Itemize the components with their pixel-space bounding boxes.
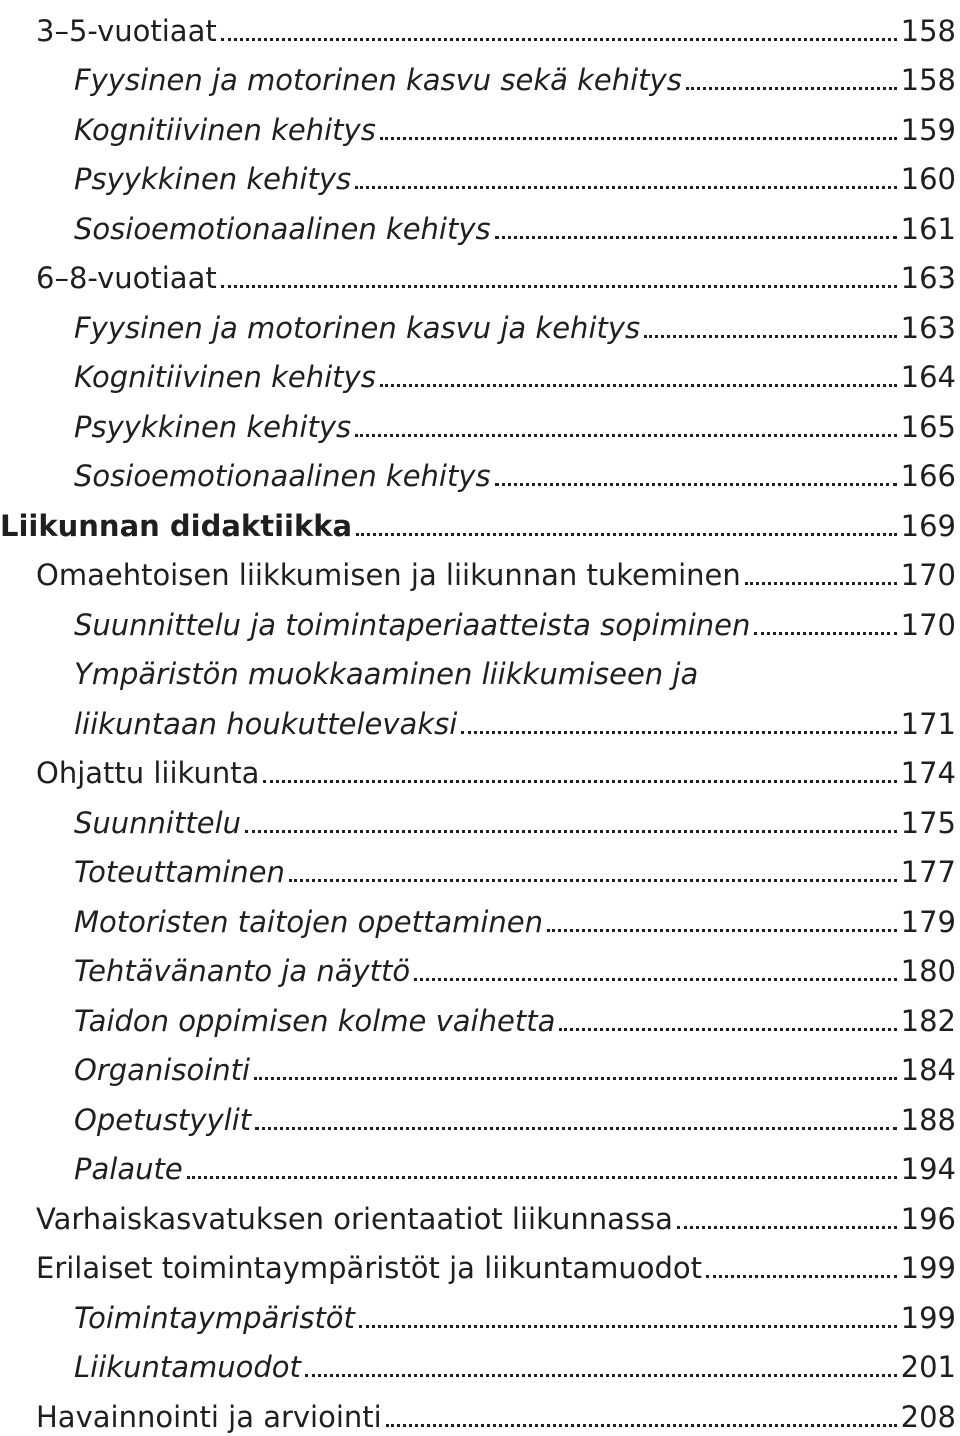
toc-entry (0, 1188, 956, 1238)
toc-entry-title: 3–5-vuotiaat (36, 13, 217, 48)
toc-entry-title: Ohjattu liikunta (36, 756, 260, 790)
dot-leader (495, 236, 897, 239)
toc-entry (0, 792, 956, 842)
toc-entry-page: 188 (900, 1102, 956, 1137)
toc-entry-page: 199 (900, 1251, 956, 1285)
toc-entry (0, 842, 956, 892)
toc-entry-title: Fyysinen ja motorinen kasvu sekä kehitys (74, 63, 682, 97)
dot-leader (461, 731, 896, 734)
dot-leader (559, 1028, 896, 1031)
toc-entry (0, 0, 956, 50)
toc-entry-page: 196 (900, 1201, 956, 1236)
toc-entry-title: Taidon oppimisen kolme vaihetta (74, 1003, 556, 1038)
toc-entry-page: 161 (900, 211, 956, 246)
toc-entry (0, 99, 956, 149)
toc-entry-page: 160 (900, 162, 956, 196)
toc-entry-title: Organisointi (74, 1053, 251, 1087)
toc-entry-page: 175 (900, 805, 956, 840)
dot-leader (754, 632, 896, 635)
toc-entry (0, 743, 956, 793)
toc-entry-page: 164 (900, 360, 956, 394)
dot-leader (359, 1325, 897, 1328)
toc-entry-title: Psyykkinen kehitys (74, 162, 352, 196)
toc-entry-title: Suunnittelu ja toimintaperiaatteista sopiminen (74, 607, 751, 642)
toc-entry (0, 50, 956, 100)
toc-entry-page: 179 (900, 904, 956, 939)
toc-entry (0, 1139, 956, 1189)
dot-leader (677, 1226, 897, 1229)
toc-entry (0, 545, 956, 595)
toc-entry (0, 1386, 956, 1436)
toc-entry (0, 941, 956, 991)
toc-entry-title: Opetustyylit (74, 1102, 252, 1137)
toc-entry-title: Sosioemotionaalinen kehitys (74, 459, 491, 493)
toc-entry-page: 163 (900, 261, 956, 295)
dot-leader (380, 384, 897, 387)
toc-entry-page: 170 (900, 558, 956, 592)
toc-entry-title: Kognitiivinen kehitys (74, 360, 376, 394)
dot-leader (706, 1275, 897, 1278)
toc-entry-title: Kognitiivinen kehitys (74, 112, 376, 147)
dot-leader (305, 1374, 897, 1377)
toc-entry-page: 184 (900, 1053, 956, 1087)
toc-entry-title: Omaehtoisen liikkumisen ja liikunnan tukeminen (36, 558, 741, 592)
toc-entry (0, 990, 956, 1040)
toc-entry-page: 169 (900, 508, 956, 543)
toc-entry-title: Psyykkinen kehitys (74, 409, 352, 444)
toc-entry-title: Varhaiskasvatuksen orientaatiot liikunnassa (36, 1201, 673, 1236)
dot-leader (686, 87, 897, 90)
toc-entry-page: 165 (900, 409, 956, 444)
toc-entry (0, 198, 956, 248)
toc-entry-title: Erilaiset toimintaympäristöt ja liikuntamuodot (36, 1251, 703, 1285)
toc-entry-page: 163 (900, 310, 956, 345)
toc-entry (0, 1089, 956, 1139)
toc-entry (0, 1337, 956, 1387)
toc-entry (0, 248, 956, 298)
toc-entry-title: Suunnittelu (74, 805, 242, 840)
dot-leader (245, 830, 897, 833)
dot-leader (221, 285, 897, 288)
dot-leader (644, 335, 897, 338)
dot-leader (263, 780, 896, 783)
toc-entry-page: 180 (900, 954, 956, 988)
toc-entry-page: 199 (900, 1300, 956, 1335)
toc-entry (0, 1287, 956, 1337)
toc-entry-title: Palaute (74, 1152, 183, 1186)
toc-entry (0, 297, 956, 347)
toc-entry-page: 170 (900, 607, 956, 642)
toc-entry-page: 166 (900, 459, 956, 493)
toc-entry-title: Sosioemotionaalinen kehitys (74, 211, 491, 246)
toc-entry (0, 594, 956, 644)
toc-entry (0, 495, 956, 545)
toc-entry-title: Tehtävänanto ja näyttö (74, 954, 411, 988)
toc-entry-title: Fyysinen ja motorinen kasvu ja kehitys (74, 310, 641, 345)
dot-leader (254, 1077, 897, 1080)
dot-leader (355, 434, 897, 437)
toc-entry-page: 174 (900, 756, 956, 790)
toc-entry-title: liikuntaan houkuttelevaksi (74, 706, 458, 741)
toc-entry (0, 347, 956, 397)
toc-entry (0, 1238, 956, 1288)
toc-entry (0, 396, 956, 446)
toc-entry (0, 644, 956, 694)
dot-leader (355, 186, 897, 189)
toc-entry-page: 158 (900, 63, 956, 97)
toc-entry-title: Toimintaympäristöt (74, 1300, 355, 1335)
toc-entry-page: 194 (900, 1152, 956, 1186)
toc-entry (0, 891, 956, 941)
toc-entry-title: Toteuttaminen (74, 855, 285, 889)
toc-entry-page: 171 (900, 706, 956, 741)
dot-leader (289, 879, 897, 882)
toc-entry-page: 159 (900, 112, 956, 147)
toc-entry-title: 6–8-vuotiaat (36, 261, 217, 295)
dot-leader (380, 137, 897, 140)
toc-entry-page: 158 (900, 13, 956, 48)
dot-leader (547, 929, 897, 932)
toc-entry (0, 149, 956, 199)
toc-entry-page: 208 (900, 1399, 956, 1434)
toc-entry-page: 177 (900, 855, 956, 889)
toc-entry-title: Havainnointi ja arviointi (36, 1399, 382, 1434)
toc-entry-title: Motoristen taitojen opettaminen (74, 904, 543, 939)
toc-entry (0, 446, 956, 496)
dot-leader (255, 1127, 897, 1130)
dot-leader (187, 1176, 897, 1179)
toc-entry-title: Ympäristön muokkaaminen liikkumiseen ja (74, 657, 699, 691)
dot-leader (221, 38, 897, 41)
toc-entry-title: Liikunnan didaktiikka (0, 508, 353, 543)
toc-entry-page: 182 (900, 1003, 956, 1038)
dot-leader (414, 978, 897, 981)
dot-leader (495, 483, 897, 486)
dot-leader (745, 582, 897, 585)
toc-entry (0, 1040, 956, 1090)
toc-entry-title: Liikuntamuodot (74, 1350, 301, 1384)
dot-leader (356, 533, 897, 536)
toc-entry (0, 693, 956, 743)
toc-entry-page: 201 (900, 1350, 956, 1384)
